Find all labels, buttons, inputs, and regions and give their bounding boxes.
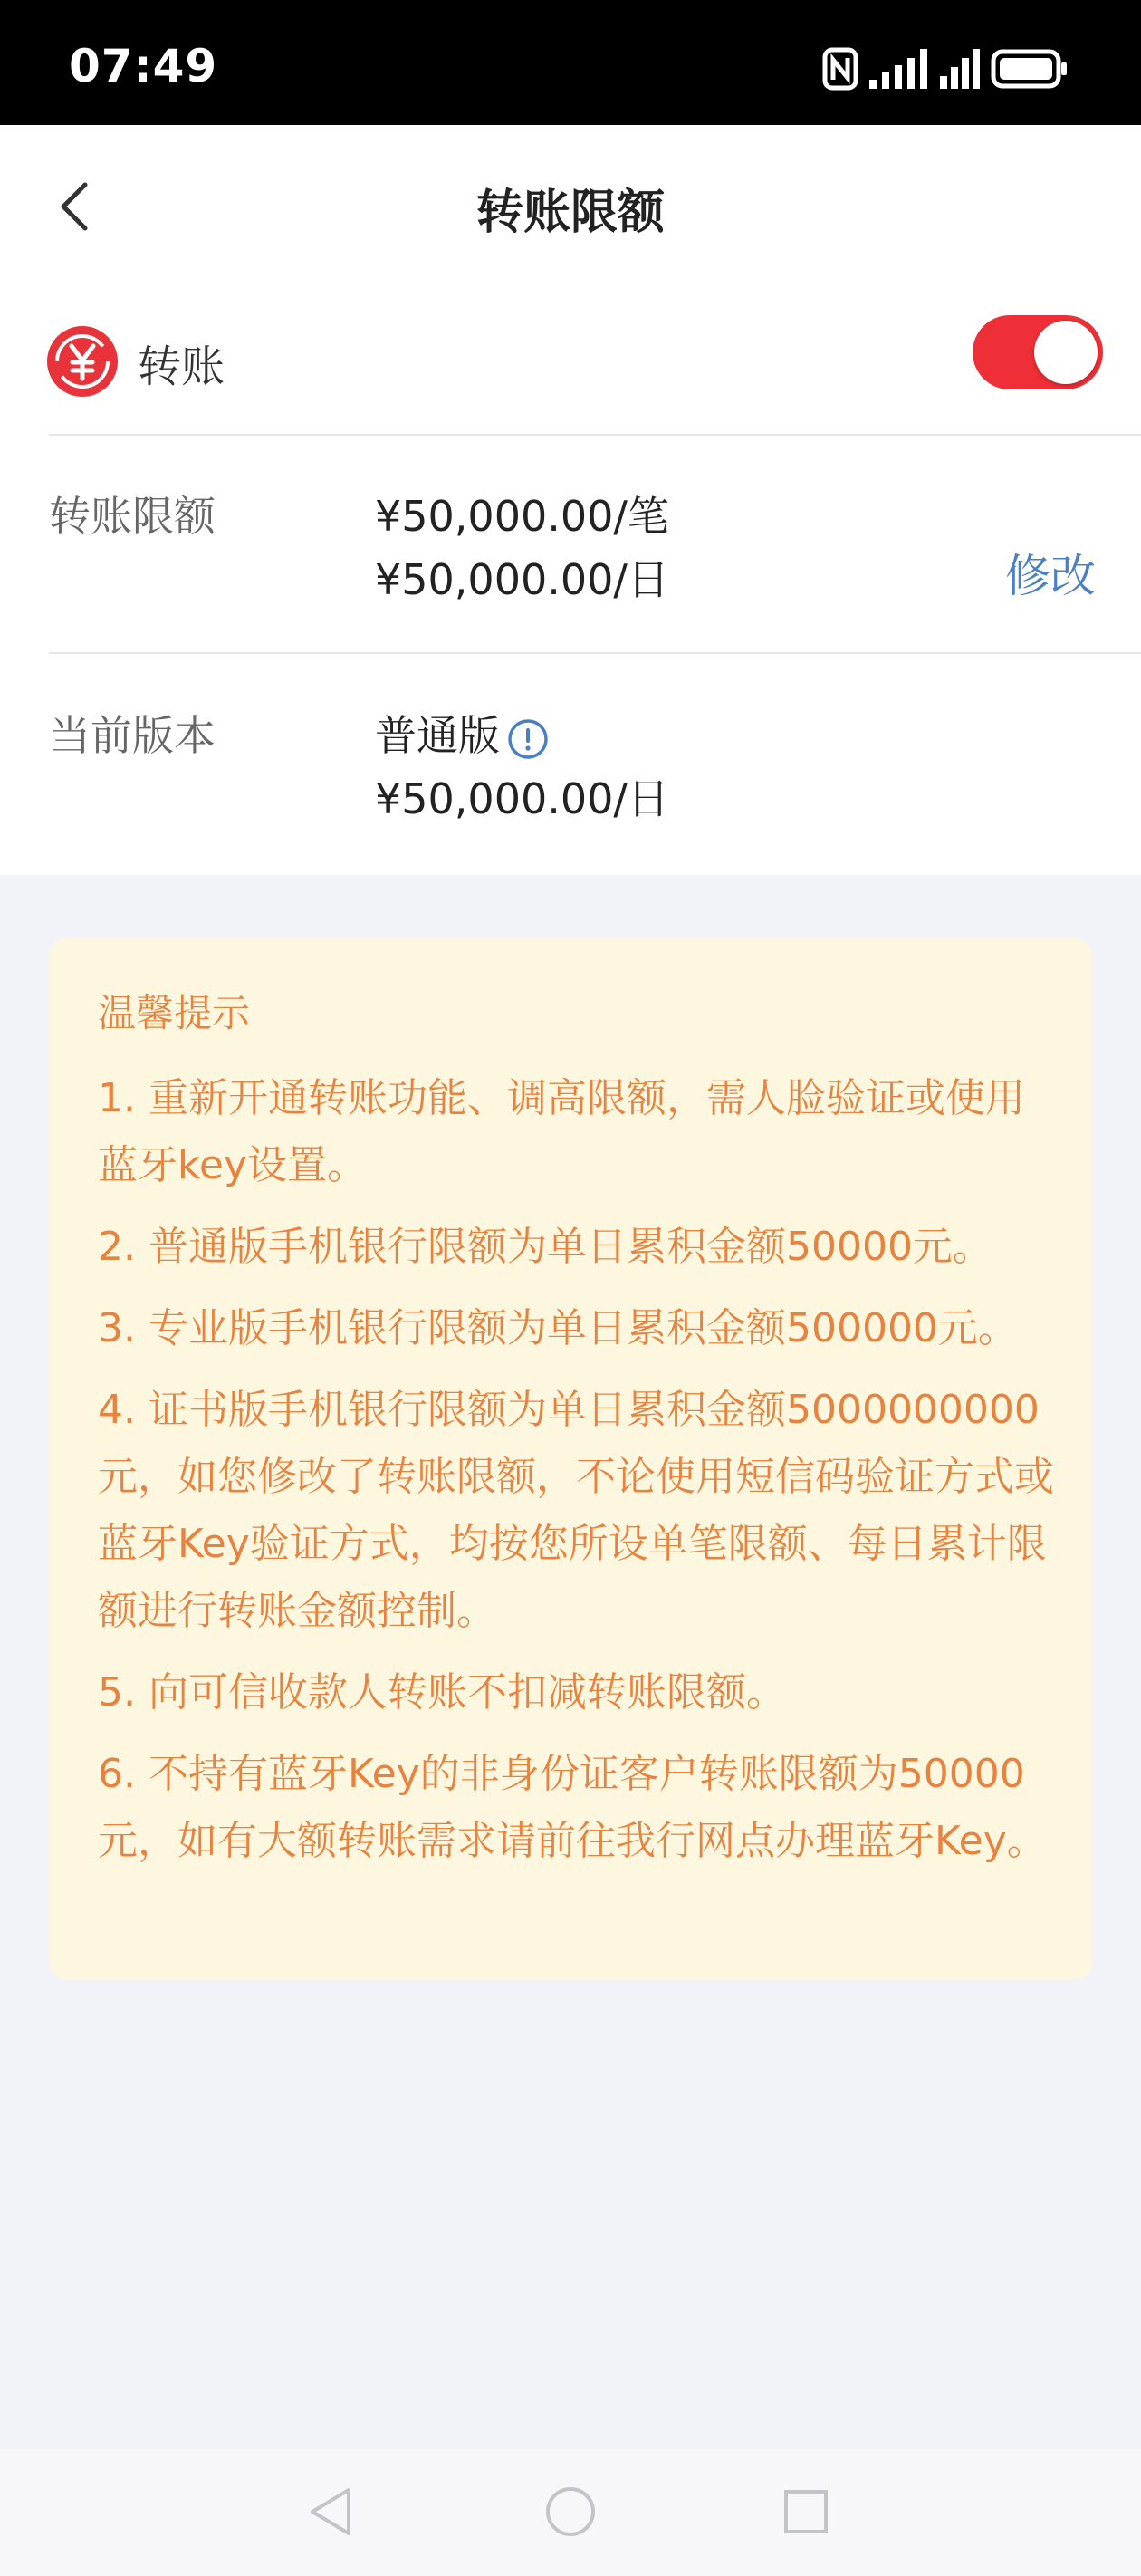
toggle-knob — [1034, 321, 1098, 384]
limit-label: 转账限额 — [49, 492, 216, 541]
status-time: 07:49 — [69, 40, 218, 92]
system-nav-bar — [0, 2449, 1141, 2576]
nav-bar — [0, 125, 1141, 286]
modify-button[interactable]: 修改 — [1005, 550, 1096, 602]
list-item: 6. 不持有蓝牙Key的非身份证客户转账限额为50000元，如有大额转账需求请前往我行网点办理蓝牙Key。 — [98, 1751, 1047, 1864]
nfc-icon — [822, 47, 858, 91]
tips-list — [98, 1065, 1054, 1889]
signal-icon — [868, 47, 935, 91]
transfer-row — [0, 286, 1141, 434]
list-item: 5. 向可信收款人转账不扣减转账限额。 — [98, 1669, 786, 1716]
nav-back-icon — [305, 2485, 356, 2539]
version-name: 普通版 — [375, 711, 500, 760]
system-recents-button[interactable] — [774, 2480, 838, 2543]
info-icon[interactable] — [507, 718, 549, 760]
limit-card — [0, 286, 1141, 875]
status-bar — [0, 0, 1141, 125]
transfer-label: 转账 — [138, 341, 225, 392]
tips-box — [49, 938, 1092, 1980]
limit-per-transaction: ¥50,000.00/笔 — [375, 492, 669, 541]
list-item: 1. 重新开通转账功能、调高限额，需人脸验证或使用蓝牙key设置。 — [98, 1075, 1025, 1188]
nav-home-icon — [543, 2485, 598, 2539]
limit-per-day: ¥50,000.00/日 — [375, 555, 669, 604]
signal-icon — [938, 47, 983, 91]
tips-title: 温馨提示 — [98, 991, 251, 1035]
page-title: 转账限额 — [475, 186, 665, 240]
transfer-toggle[interactable] — [973, 315, 1103, 389]
version-per-day: ¥50,000.00/日 — [375, 774, 669, 823]
divider — [49, 434, 1141, 436]
yuan-icon — [45, 324, 120, 399]
battery-icon — [991, 47, 1069, 91]
list-item: 4. 证书版手机银行限额为单日累积金额5000000000元，如您修改了转账限额，不论使用短信码验证方式或蓝牙Key验证方式，均按您所设单笔限额、每日累计限额进行转账金额控制。 — [98, 1387, 1054, 1634]
list-item: 3. 专业版手机银行限额为单日累积金额500000元。 — [98, 1305, 1018, 1351]
list-item: 2. 普通版手机银行限额为单日累积金额50000元。 — [98, 1224, 992, 1270]
system-home-button[interactable] — [539, 2480, 602, 2543]
system-back-button[interactable] — [299, 2480, 362, 2543]
divider — [49, 652, 1141, 654]
version-name-wrap — [375, 703, 549, 763]
version-label: 当前版本 — [49, 711, 216, 760]
nav-recents-icon — [781, 2486, 831, 2537]
